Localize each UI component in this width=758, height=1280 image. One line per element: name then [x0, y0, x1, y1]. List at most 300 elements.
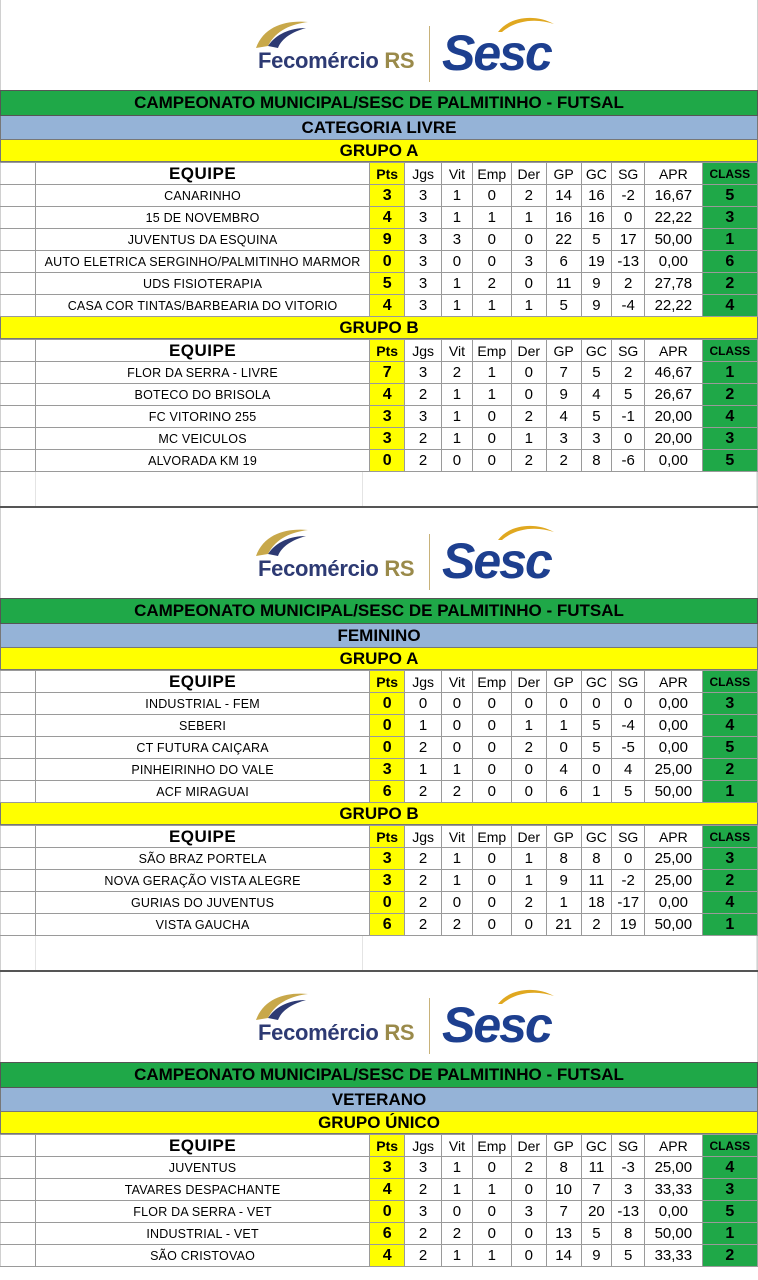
- fecomercio-wordmark: [258, 1020, 414, 1046]
- spacer-cell: [36, 472, 363, 506]
- cell-jgs: 3: [405, 229, 442, 251]
- cell-apr: 33,33: [645, 1179, 702, 1201]
- cell-der: 2: [511, 450, 546, 472]
- cell-apr: 0,00: [645, 715, 702, 737]
- cell-emp: 0: [472, 892, 511, 914]
- cell-sg: 4: [612, 759, 645, 781]
- header-team: EQUIPE: [35, 826, 369, 848]
- cell-gc: 9: [581, 273, 612, 295]
- header-sg: SG: [612, 340, 645, 362]
- header-sg: SG: [612, 1135, 645, 1157]
- group-title: GRUPO B: [0, 803, 758, 825]
- cell-apr: 26,67: [645, 384, 702, 406]
- blank-cell: [1, 406, 36, 428]
- cell-emp: 0: [472, 870, 511, 892]
- cell-jgs: 2: [405, 428, 442, 450]
- cell-gp: 7: [546, 1201, 581, 1223]
- cell-vit: 1: [442, 185, 473, 207]
- header-gc: GC: [581, 163, 612, 185]
- blank-cell: [1, 273, 36, 295]
- cell-pts: 3: [370, 848, 405, 870]
- cell-emp: 2: [472, 273, 511, 295]
- cell-team: JUVENTUS DA ESQUINA: [35, 229, 369, 251]
- table-row: [1, 406, 758, 428]
- championship-title: CAMPEONATO MUNICIPAL/SESC DE PALMITINHO - FUTSAL: [0, 1062, 758, 1088]
- cell-team: JUVENTUS: [35, 1157, 369, 1179]
- cell-sg: -13: [612, 1201, 645, 1223]
- cell-emp: 0: [472, 914, 511, 936]
- cell-pts: 0: [370, 737, 405, 759]
- cell-apr: 50,00: [645, 229, 702, 251]
- header-apr: APR: [645, 826, 702, 848]
- table-row: [1, 1201, 758, 1223]
- sponsor-logo: [246, 526, 556, 596]
- fecomercio-label: Fecomércio: [258, 48, 379, 73]
- header-gp: GP: [546, 826, 581, 848]
- cell-der: 2: [511, 406, 546, 428]
- cell-jgs: 3: [405, 251, 442, 273]
- header-pts: Pts: [370, 340, 405, 362]
- cell-jgs: 3: [405, 185, 442, 207]
- header-team: EQUIPE: [35, 163, 369, 185]
- cell-emp: 1: [472, 1245, 511, 1267]
- blank-cell: [1, 340, 36, 362]
- cell-class: 4: [702, 892, 757, 914]
- cell-gp: 3: [546, 428, 581, 450]
- cell-pts: 0: [370, 1201, 405, 1223]
- cell-sg: 0: [612, 207, 645, 229]
- spacer-cell: [363, 936, 757, 970]
- cell-pts: 3: [370, 428, 405, 450]
- header-emp: Emp: [472, 826, 511, 848]
- championship-title: CAMPEONATO MUNICIPAL/SESC DE PALMITINHO - FUTSAL: [0, 90, 758, 116]
- fecomercio-rs-label: RS: [384, 48, 415, 73]
- cell-der: 0: [511, 1179, 546, 1201]
- cell-emp: 0: [472, 781, 511, 803]
- blank-cell: [1, 229, 36, 251]
- cell-team: GURIAS DO JUVENTUS: [35, 892, 369, 914]
- cell-gp: 6: [546, 251, 581, 273]
- cell-apr: 16,67: [645, 185, 702, 207]
- header-gc: GC: [581, 1135, 612, 1157]
- cell-pts: 4: [370, 207, 405, 229]
- cell-der: 3: [511, 251, 546, 273]
- spacer-cell: [363, 472, 757, 506]
- cell-gc: 11: [581, 1157, 612, 1179]
- sesc-wordmark: Sesc: [442, 997, 551, 1053]
- cell-der: 0: [511, 1245, 546, 1267]
- cell-gc: 7: [581, 1179, 612, 1201]
- cell-emp: 0: [472, 185, 511, 207]
- cell-pts: 6: [370, 781, 405, 803]
- cell-sg: 0: [612, 428, 645, 450]
- category-title: VETERANO: [0, 1088, 758, 1112]
- cell-gc: 0: [581, 759, 612, 781]
- logo-divider: [429, 534, 430, 590]
- header-sg: SG: [612, 163, 645, 185]
- cell-emp: 0: [472, 1201, 511, 1223]
- blank-cell: [1, 870, 36, 892]
- cell-jgs: 2: [405, 450, 442, 472]
- cell-sg: -4: [612, 715, 645, 737]
- table-row: [1, 384, 758, 406]
- cell-jgs: 2: [405, 384, 442, 406]
- cell-der: 1: [511, 207, 546, 229]
- cell-vit: 0: [442, 892, 473, 914]
- cell-class: 5: [702, 185, 757, 207]
- cell-apr: 0,00: [645, 450, 702, 472]
- cell-jgs: 2: [405, 892, 442, 914]
- cell-emp: 1: [472, 362, 511, 384]
- sponsor-logo: [246, 990, 556, 1060]
- cell-emp: 0: [472, 715, 511, 737]
- cell-apr: 50,00: [645, 781, 702, 803]
- cell-apr: 20,00: [645, 428, 702, 450]
- header-team: EQUIPE: [35, 1135, 369, 1157]
- cell-gp: 22: [546, 229, 581, 251]
- header-pts: Pts: [370, 163, 405, 185]
- cell-team: CT FUTURA CAIÇARA: [35, 737, 369, 759]
- cell-vit: 1: [442, 273, 473, 295]
- header-team: EQUIPE: [35, 671, 369, 693]
- header-der: Der: [511, 671, 546, 693]
- header-vit: Vit: [442, 671, 473, 693]
- table-row: [1, 715, 758, 737]
- cell-pts: 3: [370, 1157, 405, 1179]
- cell-apr: 25,00: [645, 848, 702, 870]
- header-apr: APR: [645, 1135, 702, 1157]
- cell-jgs: 2: [405, 781, 442, 803]
- cell-team: VISTA GAUCHA: [35, 914, 369, 936]
- cell-class: 4: [702, 295, 757, 317]
- cell-team: FLOR DA SERRA - VET: [35, 1201, 369, 1223]
- blank-cell: [1, 1201, 36, 1223]
- cell-gc: 16: [581, 185, 612, 207]
- cell-class: 5: [702, 450, 757, 472]
- cell-pts: 3: [370, 870, 405, 892]
- cell-vit: 0: [442, 737, 473, 759]
- cell-class: 2: [702, 384, 757, 406]
- cell-gc: 4: [581, 384, 612, 406]
- blank-cell: [1, 251, 36, 273]
- cell-team: BOTECO DO BRISOLA: [35, 384, 369, 406]
- cell-team: MC VEICULOS: [35, 428, 369, 450]
- table-row: [1, 870, 758, 892]
- group-title: GRUPO A: [0, 140, 758, 162]
- cell-emp: 1: [472, 295, 511, 317]
- cell-der: 1: [511, 428, 546, 450]
- cell-vit: 1: [442, 406, 473, 428]
- cell-sg: -6: [612, 450, 645, 472]
- cell-class: 4: [702, 1157, 757, 1179]
- cell-gc: 9: [581, 1245, 612, 1267]
- header-jgs: Jgs: [405, 826, 442, 848]
- championship-title: CAMPEONATO MUNICIPAL/SESC DE PALMITINHO - FUTSAL: [0, 598, 758, 624]
- cell-sg: 2: [612, 362, 645, 384]
- spacer-cell: [1, 472, 36, 506]
- cell-gp: 0: [546, 737, 581, 759]
- cell-gc: 19: [581, 251, 612, 273]
- cell-class: 2: [702, 1245, 757, 1267]
- cell-jgs: 0: [405, 693, 442, 715]
- cell-gc: 5: [581, 362, 612, 384]
- blank-cell: [1, 693, 36, 715]
- cell-gp: 1: [546, 715, 581, 737]
- cell-der: 2: [511, 892, 546, 914]
- cell-jgs: 2: [405, 1223, 442, 1245]
- cell-apr: 0,00: [645, 892, 702, 914]
- cell-vit: 1: [442, 1245, 473, 1267]
- header-apr: APR: [645, 671, 702, 693]
- cell-vit: 2: [442, 362, 473, 384]
- header-emp: Emp: [472, 163, 511, 185]
- cell-vit: 2: [442, 781, 473, 803]
- cell-emp: 0: [472, 1223, 511, 1245]
- blank-cell: [1, 384, 36, 406]
- fecomercio-wordmark: [258, 48, 414, 74]
- cell-emp: 0: [472, 693, 511, 715]
- blank-cell: [1, 826, 36, 848]
- cell-gp: 4: [546, 406, 581, 428]
- cell-sg: 19: [612, 914, 645, 936]
- cell-jgs: 3: [405, 1201, 442, 1223]
- cell-class: 2: [702, 870, 757, 892]
- cell-team: CANARINHO: [35, 185, 369, 207]
- cell-apr: 27,78: [645, 273, 702, 295]
- standings-panel: [0, 972, 758, 1267]
- cell-gp: 6: [546, 781, 581, 803]
- cell-gp: 21: [546, 914, 581, 936]
- header-vit: Vit: [442, 163, 473, 185]
- header-gc: GC: [581, 826, 612, 848]
- cell-sg: 17: [612, 229, 645, 251]
- header-class: CLASS: [702, 163, 757, 185]
- cell-pts: 4: [370, 295, 405, 317]
- header-gp: GP: [546, 340, 581, 362]
- cell-emp: 0: [472, 1157, 511, 1179]
- cell-apr: 0,00: [645, 693, 702, 715]
- header-emp: Emp: [472, 340, 511, 362]
- header-jgs: Jgs: [405, 671, 442, 693]
- cell-pts: 4: [370, 1245, 405, 1267]
- header-gp: GP: [546, 163, 581, 185]
- header-sg: SG: [612, 826, 645, 848]
- blank-cell: [1, 848, 36, 870]
- standings-table: [0, 670, 758, 803]
- cell-emp: 0: [472, 759, 511, 781]
- header-vit: Vit: [442, 1135, 473, 1157]
- spacer-cell: [1, 936, 36, 970]
- cell-jgs: 3: [405, 1157, 442, 1179]
- category-title: CATEGORIA LIVRE: [0, 116, 758, 140]
- standings-table: [0, 162, 758, 317]
- cell-gp: 2: [546, 450, 581, 472]
- cell-pts: 3: [370, 759, 405, 781]
- cell-team: INDUSTRIAL - VET: [35, 1223, 369, 1245]
- cell-gc: 1: [581, 781, 612, 803]
- table-row: [1, 229, 758, 251]
- cell-der: 0: [511, 229, 546, 251]
- cell-der: 1: [511, 870, 546, 892]
- cell-pts: 6: [370, 1223, 405, 1245]
- cell-gp: 14: [546, 185, 581, 207]
- header-gc: GC: [581, 340, 612, 362]
- table-row: [1, 185, 758, 207]
- cell-der: 3: [511, 1201, 546, 1223]
- cell-class: 5: [702, 1201, 757, 1223]
- blank-cell: [1, 428, 36, 450]
- cell-sg: 0: [612, 848, 645, 870]
- cell-jgs: 1: [405, 759, 442, 781]
- header-pts: Pts: [370, 671, 405, 693]
- fecomercio-swoosh-icon: [246, 990, 426, 1024]
- table-row: [1, 362, 758, 384]
- header-gp: GP: [546, 671, 581, 693]
- cell-gp: 16: [546, 207, 581, 229]
- cell-sg: 5: [612, 1245, 645, 1267]
- cell-apr: 46,67: [645, 362, 702, 384]
- header-der: Der: [511, 163, 546, 185]
- header-vit: Vit: [442, 826, 473, 848]
- cell-emp: 1: [472, 207, 511, 229]
- cell-gc: 9: [581, 295, 612, 317]
- table-row: [1, 1223, 758, 1245]
- cell-team: FLOR DA SERRA - LIVRE: [35, 362, 369, 384]
- header-jgs: Jgs: [405, 1135, 442, 1157]
- cell-sg: -3: [612, 1157, 645, 1179]
- cell-vit: 1: [442, 848, 473, 870]
- cell-pts: 0: [370, 450, 405, 472]
- group-title: GRUPO ÚNICO: [0, 1112, 758, 1134]
- cell-class: 1: [702, 1223, 757, 1245]
- blank-cell: [1, 737, 36, 759]
- cell-pts: 4: [370, 1179, 405, 1201]
- standings-table: [0, 825, 758, 936]
- cell-class: 2: [702, 273, 757, 295]
- cell-vit: 0: [442, 450, 473, 472]
- cell-class: 3: [702, 693, 757, 715]
- blank-cell: [1, 1223, 36, 1245]
- table-row: [1, 450, 758, 472]
- cell-pts: 0: [370, 693, 405, 715]
- cell-emp: 0: [472, 406, 511, 428]
- standings-table: [0, 339, 758, 472]
- category-title: FEMININO: [0, 624, 758, 648]
- table-header-row: [1, 1135, 758, 1157]
- cell-apr: 25,00: [645, 759, 702, 781]
- cell-gc: 2: [581, 914, 612, 936]
- cell-gp: 7: [546, 362, 581, 384]
- cell-jgs: 2: [405, 848, 442, 870]
- cell-class: 3: [702, 428, 757, 450]
- cell-sg: 0: [612, 693, 645, 715]
- cell-vit: 1: [442, 295, 473, 317]
- cell-der: 2: [511, 1157, 546, 1179]
- cell-vit: 1: [442, 1179, 473, 1201]
- cell-gc: 5: [581, 229, 612, 251]
- cell-emp: 0: [472, 428, 511, 450]
- cell-apr: 0,00: [645, 1201, 702, 1223]
- table-row: [1, 914, 758, 936]
- table-row: [1, 428, 758, 450]
- cell-sg: 2: [612, 273, 645, 295]
- cell-class: 2: [702, 759, 757, 781]
- fecomercio-rs-label: RS: [384, 556, 415, 581]
- cell-gp: 1: [546, 892, 581, 914]
- table-row: [1, 759, 758, 781]
- cell-gc: 11: [581, 870, 612, 892]
- cell-der: 0: [511, 759, 546, 781]
- table-row: [1, 781, 758, 803]
- cell-class: 4: [702, 406, 757, 428]
- cell-team: SÃO CRISTOVAO: [35, 1245, 369, 1267]
- blank-cell: [1, 715, 36, 737]
- cell-gp: 13: [546, 1223, 581, 1245]
- fecomercio-swoosh-icon: [246, 526, 426, 560]
- fecomercio-wordmark: [258, 556, 414, 582]
- cell-gp: 0: [546, 693, 581, 715]
- cell-gp: 9: [546, 384, 581, 406]
- table-row: [1, 1179, 758, 1201]
- blank-cell: [1, 671, 36, 693]
- table-row: [1, 207, 758, 229]
- cell-vit: 0: [442, 1201, 473, 1223]
- cell-class: 3: [702, 207, 757, 229]
- cell-pts: 6: [370, 914, 405, 936]
- cell-pts: 9: [370, 229, 405, 251]
- cell-gc: 5: [581, 1223, 612, 1245]
- cell-pts: 0: [370, 251, 405, 273]
- cell-class: 1: [702, 914, 757, 936]
- cell-jgs: 2: [405, 1179, 442, 1201]
- cell-vit: 2: [442, 914, 473, 936]
- cell-team: UDS FISIOTERAPIA: [35, 273, 369, 295]
- blank-cell: [1, 207, 36, 229]
- spacer-cell: [36, 936, 363, 970]
- cell-vit: 0: [442, 251, 473, 273]
- cell-gp: 9: [546, 870, 581, 892]
- cell-pts: 0: [370, 892, 405, 914]
- table-row: [1, 251, 758, 273]
- cell-der: 0: [511, 362, 546, 384]
- cell-vit: 3: [442, 229, 473, 251]
- cell-pts: 4: [370, 384, 405, 406]
- header-team: EQUIPE: [35, 340, 369, 362]
- cell-der: 1: [511, 295, 546, 317]
- fecomercio-rs-label: RS: [384, 1020, 415, 1045]
- cell-gc: 8: [581, 450, 612, 472]
- header-class: CLASS: [702, 1135, 757, 1157]
- cell-jgs: 2: [405, 914, 442, 936]
- blank-cell: [1, 163, 36, 185]
- cell-der: 0: [511, 914, 546, 936]
- cell-team: ALVORADA KM 19: [35, 450, 369, 472]
- cell-gp: 4: [546, 759, 581, 781]
- cell-gp: 5: [546, 295, 581, 317]
- blank-cell: [1, 1179, 36, 1201]
- blank-cell: [1, 892, 36, 914]
- cell-gc: 0: [581, 693, 612, 715]
- table-header-row: [1, 163, 758, 185]
- group-title: GRUPO A: [0, 648, 758, 670]
- header-emp: Emp: [472, 671, 511, 693]
- cell-gc: 18: [581, 892, 612, 914]
- cell-vit: 2: [442, 1223, 473, 1245]
- standings-panel: [0, 0, 758, 508]
- sesc-wordmark: Sesc: [442, 25, 551, 81]
- standings-table: [0, 1134, 758, 1267]
- header-apr: APR: [645, 340, 702, 362]
